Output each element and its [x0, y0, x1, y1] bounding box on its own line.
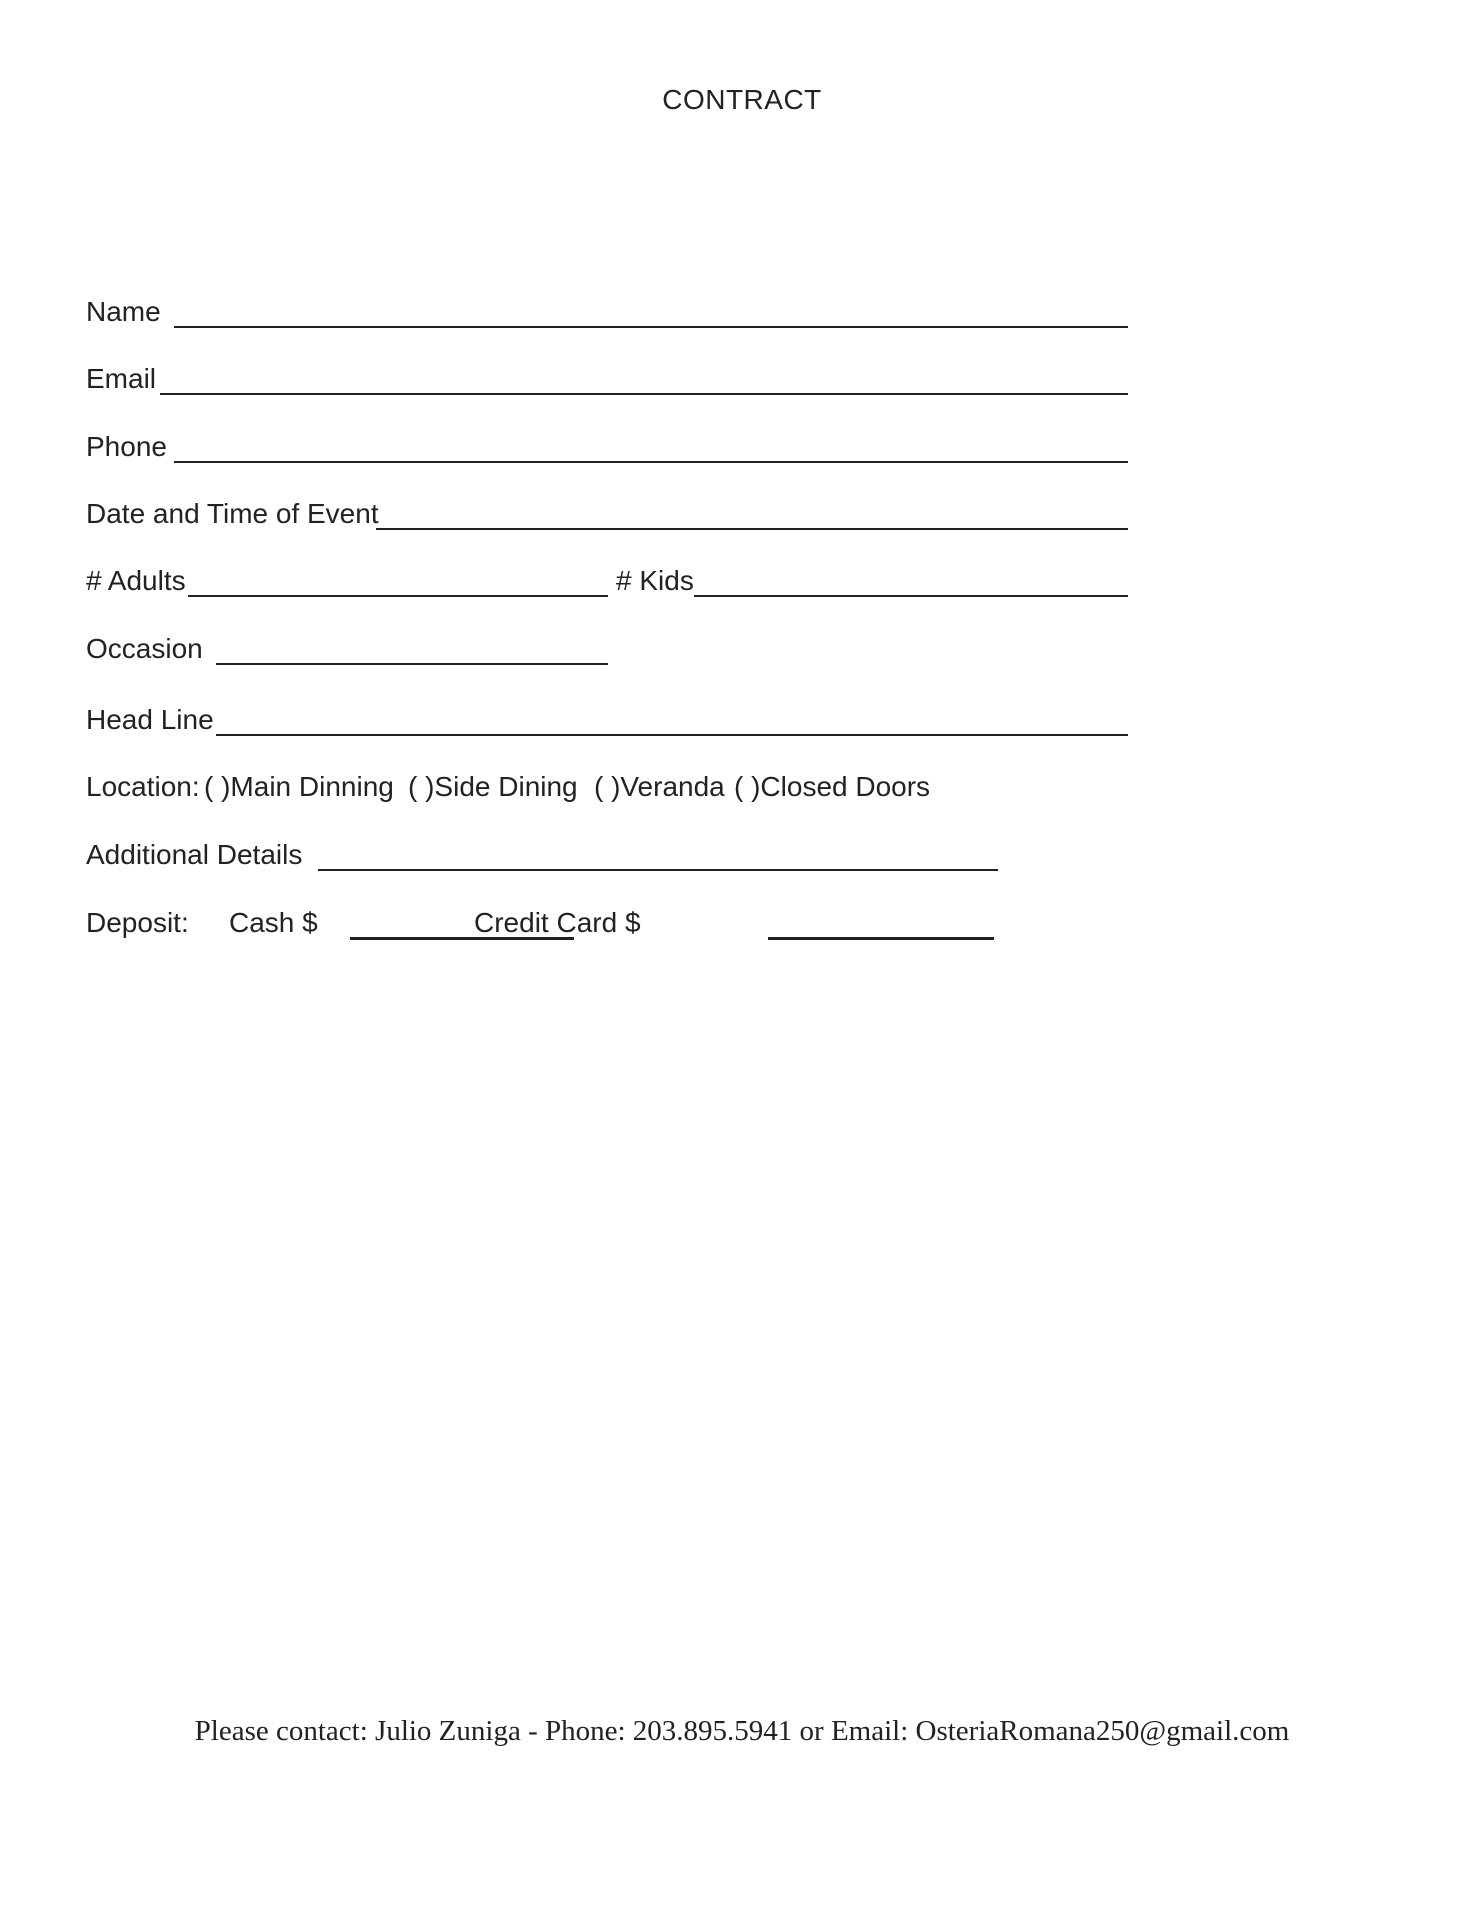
occasion-row [86, 629, 1136, 669]
location-option-veranda[interactable]: ( )Veranda [594, 771, 725, 802]
head-line-field[interactable] [216, 734, 1128, 736]
location-row [86, 767, 1136, 807]
guests-row [86, 561, 1136, 601]
email-row [86, 359, 1136, 399]
date-time-field[interactable] [376, 528, 1128, 530]
location-option-main-dinning[interactable]: ( )Main Dinning [204, 771, 394, 802]
phone-label: Phone [86, 431, 167, 462]
location-option-closed-doors[interactable]: ( )Closed Doors [734, 771, 931, 802]
kids-label: # Kids [616, 565, 694, 596]
head-line-label: Head Line [86, 704, 214, 735]
cash-label: Cash $ [229, 907, 318, 938]
occasion-label: Occasion [86, 633, 203, 664]
deposit-label: Deposit: [86, 907, 189, 938]
name-row [86, 292, 1136, 332]
name-field[interactable] [174, 326, 1128, 328]
adults-field[interactable] [188, 595, 608, 597]
date-time-row [86, 494, 1136, 534]
page-title: CONTRACT [662, 84, 822, 115]
contact-footer: Please contact: Julio Zuniga - Phone: 203.895.5941 or Email: OsteriaRomana250@gmail.com [194, 1715, 1290, 1747]
additional-details-row [86, 835, 1136, 875]
date-time-label: Date and Time of Event [86, 498, 379, 529]
phone-row [86, 427, 1136, 467]
phone-field[interactable] [174, 461, 1128, 463]
email-field[interactable] [160, 393, 1128, 395]
adults-label: # Adults [86, 565, 186, 596]
additional-details-field[interactable] [318, 869, 998, 871]
kids-field[interactable] [694, 595, 1128, 597]
location-label: Location: [86, 771, 200, 802]
location-option-side-dining[interactable]: ( )Side Dining [408, 771, 578, 802]
occasion-field[interactable] [216, 663, 608, 665]
credit-card-field[interactable] [768, 937, 994, 940]
additional-details-label: Additional Details [86, 839, 303, 870]
credit-card-label: Credit Card $ [474, 907, 641, 938]
deposit-row [86, 903, 1136, 943]
name-label: Name [86, 296, 161, 327]
head-line-row [86, 700, 1136, 740]
email-label: Email [86, 363, 157, 394]
